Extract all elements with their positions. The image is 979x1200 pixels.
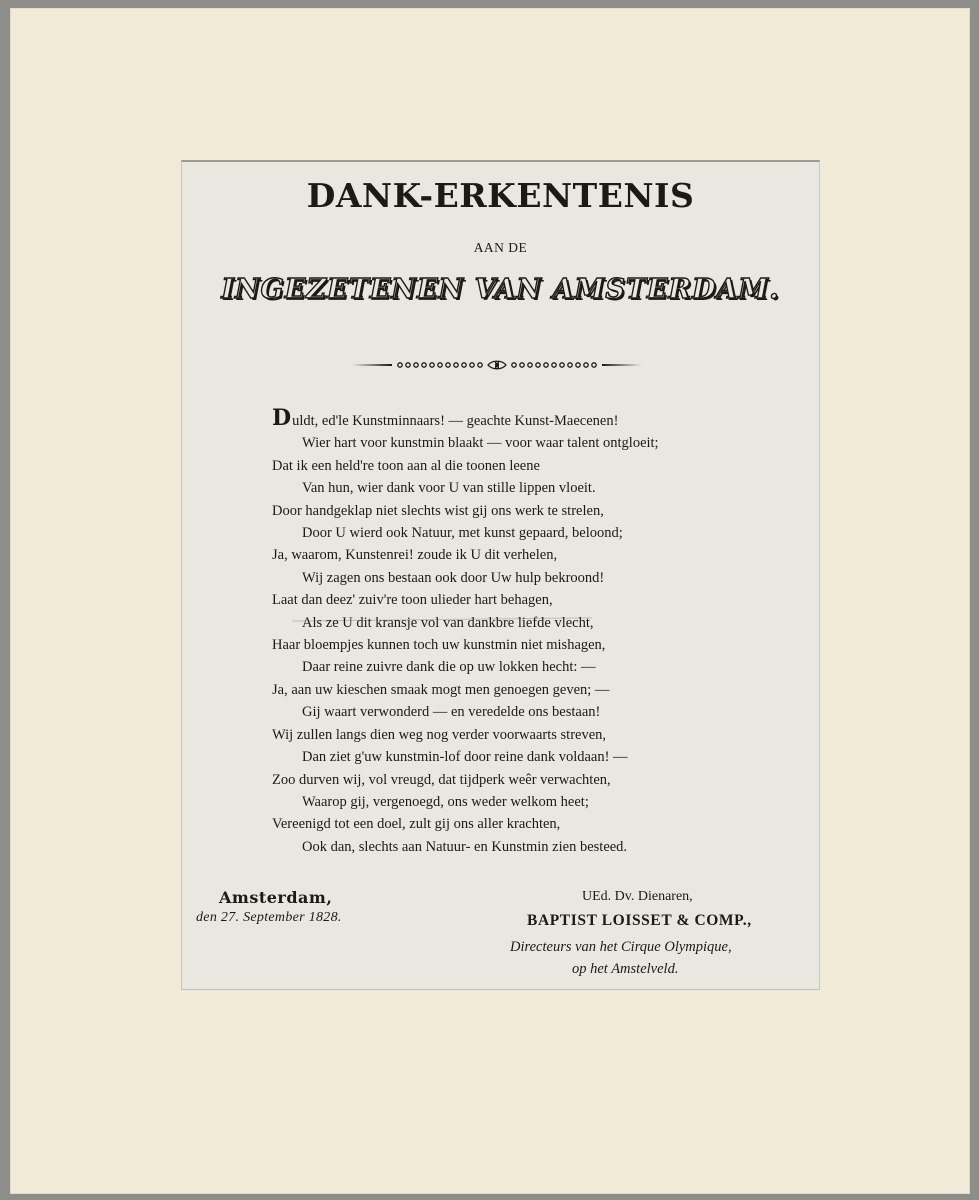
poem-line: Haar bloempjes kunnen toch uw kunstmin niet mishagen, xyxy=(272,637,606,654)
place-name: Amsterdam, xyxy=(219,888,333,907)
poem-line: Zoo durven wij, vol vreugd, dat tijdperk weêr verwachten, xyxy=(272,771,611,788)
poem-line: Ja, waarom, Kunstenrei! zoude ik U dit verhelen, xyxy=(272,547,558,564)
poem-line: Van hun, wier dank voor U van stille lippen vloeit. xyxy=(302,480,596,497)
drop-cap: D xyxy=(272,405,292,431)
poem-line: Door U wierd ook Natuur, met kunst gepaard, beloond; xyxy=(302,525,623,542)
poem-line: Wier hart voor kunstmin blaakt — voor waar talent ontgloeit; xyxy=(302,435,659,452)
document-subtitle: INGEZETENEN VAN AMSTERDAM. xyxy=(221,274,780,305)
poem-line: Wij zullen langs dien weg nog verder voorwaarts streven, xyxy=(272,726,607,743)
poem-line: Wij zagen ons bestaan ook door Uw hulp bekroond! xyxy=(302,569,605,586)
title-connector: AAN DE xyxy=(473,240,528,255)
ornamental-rule xyxy=(352,360,642,370)
poem-line: Ja, aan uw kieschen smaak mogt men genoegen geven; — xyxy=(272,681,610,698)
signatory-company: BAPTIST LOISSET & COMP., xyxy=(527,912,752,929)
passe-partout-mat xyxy=(10,8,970,1194)
printed-broadside xyxy=(181,160,820,990)
poem-line: Dat ik een held're toon aan al die toonen leene xyxy=(272,457,540,474)
poem-text xyxy=(272,405,772,858)
poem-line: Dan ziet g'uw kunstmin-lof door reine dank voldaan! — xyxy=(302,749,628,766)
document-title: DANK-ERKENTENIS xyxy=(306,176,695,215)
closing-salutation: UEd. Dv. Dienaren, xyxy=(582,889,693,904)
signatory-role: Directeurs van het Cirque Olympique, xyxy=(510,939,732,955)
poem-line: Vereenigd tot een doel, zult gij ons aller krachten, xyxy=(272,816,561,833)
poem-line: Gij waart verwonderd — en veredelde ons bestaan! xyxy=(302,704,601,721)
poem-line: Duldt, ed'le Kunstminnaars! — geachte Kunst-Maecenen! xyxy=(272,405,619,431)
poem-line: Waarop gij, vergenoegd, ons weder welkom heet; xyxy=(302,793,589,810)
signatory-location: op het Amstelveld. xyxy=(572,961,679,977)
date-line: den 27. September 1828. xyxy=(196,910,342,925)
poem-line: Door handgeklap niet slechts wist gij ons werk te strelen, xyxy=(272,502,604,519)
poem-line: Daar reine zuivre dank die op uw lokken hecht: — xyxy=(302,659,596,676)
poem-line: Ook dan, slechts aan Natuur- en Kunstmin zien besteed. xyxy=(302,838,628,855)
poem-line: Als ze U dit kransje vol van dankbre liefde vlecht, xyxy=(302,614,594,631)
poem-line: Laat dan deez' zuiv're toon ulieder hart behagen, xyxy=(272,592,553,609)
